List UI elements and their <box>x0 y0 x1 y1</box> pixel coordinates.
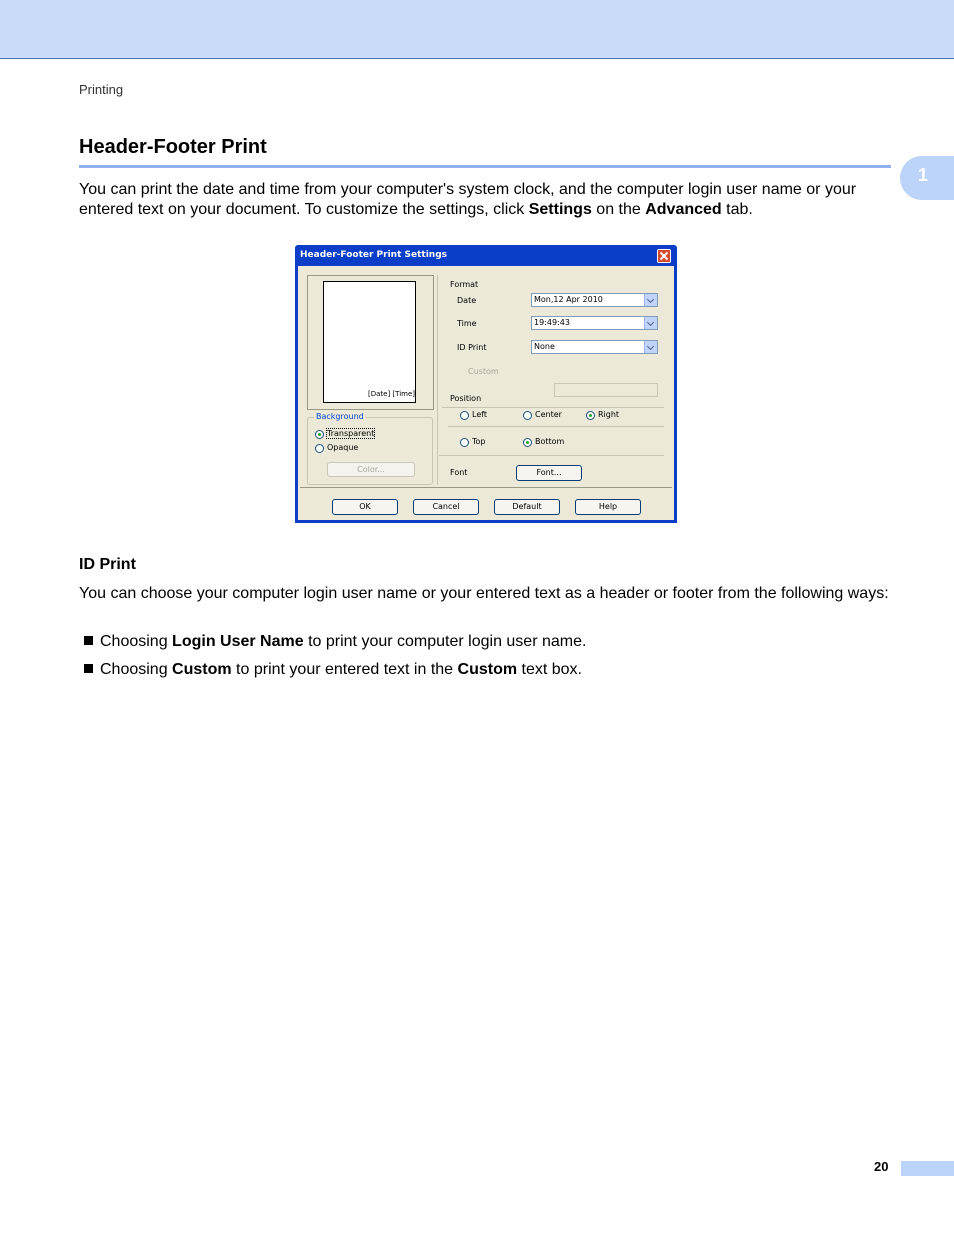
bullet-square-icon <box>84 636 93 645</box>
bullet-text: to print your entered text in the <box>231 661 458 678</box>
vertical-separator <box>437 275 438 485</box>
chapter-tab <box>900 156 954 200</box>
chevron-down-icon[interactable] <box>644 341 657 353</box>
bullet-text: Choosing <box>100 633 173 650</box>
opaque-radio[interactable] <box>315 444 324 453</box>
separator-font <box>439 455 664 456</box>
chevron-down-icon[interactable] <box>644 294 657 306</box>
bullet-text: to print your computer login user name. <box>303 633 587 650</box>
cancel-button[interactable]: Cancel <box>413 499 479 515</box>
bullet-square-icon <box>84 664 93 673</box>
intro-text-1: You can print the date and time from your computer's system clock, and the computer login user name or your entered text on your document. To customize the settings, click <box>79 181 857 218</box>
bullet-bold: Login User Name <box>172 633 304 650</box>
left-label[interactable]: Left <box>472 410 488 419</box>
bullet-bold: Custom <box>172 661 232 678</box>
bullet-bold: Custom <box>457 661 518 678</box>
bullet-text: text box. <box>517 661 582 678</box>
separator-buttons <box>300 487 672 488</box>
separator-position <box>448 426 664 427</box>
help-button[interactable]: Help <box>575 499 641 515</box>
idprint-paragraph: You can choose your computer login user name or your entered text as a header or footer from the following ways: <box>79 585 889 602</box>
right-radio[interactable] <box>586 411 595 420</box>
header-footer-settings-dialog <box>295 245 677 523</box>
intro-paragraph <box>79 180 899 220</box>
section-title: Header-Footer Print <box>79 136 267 158</box>
ok-button[interactable]: OK <box>332 499 398 515</box>
preview-frame <box>307 275 434 410</box>
dialog-title: Header-Footer Print Settings <box>300 250 448 260</box>
format-label: Format <box>450 280 479 289</box>
intro-bold-settings: Settings <box>528 201 592 218</box>
custom-label: Custom <box>468 367 499 376</box>
separator-format <box>442 407 664 408</box>
position-label: Position <box>450 394 482 403</box>
color-button[interactable]: Color... <box>327 462 415 477</box>
header-band <box>0 0 954 59</box>
chapter-number: 1 <box>918 165 929 185</box>
custom-text-input[interactable] <box>554 383 658 397</box>
intro-bold-advanced: Advanced <box>645 201 722 218</box>
bottom-label[interactable]: Bottom <box>535 437 565 446</box>
idprint-select[interactable] <box>531 340 658 354</box>
background-legend: Background <box>316 412 364 421</box>
time-select[interactable] <box>531 316 658 330</box>
font-label: Font <box>450 468 468 477</box>
background-group <box>307 412 433 485</box>
dialog-body <box>298 266 674 520</box>
date-value: Mon,12 Apr 2010 <box>534 295 603 304</box>
footer-band <box>901 1161 954 1176</box>
intro-text-2: on the <box>591 201 646 218</box>
date-select[interactable] <box>531 293 658 307</box>
idprint-heading: ID Print <box>79 556 136 573</box>
preview-page <box>323 281 416 403</box>
top-label[interactable]: Top <box>472 437 486 446</box>
font-button[interactable]: Font... <box>516 465 582 481</box>
opaque-label[interactable]: Opaque <box>327 443 359 452</box>
chevron-down-icon[interactable] <box>644 317 657 329</box>
time-label: Time <box>457 319 477 328</box>
time-value: 19:49:43 <box>534 318 570 327</box>
date-label: Date <box>457 296 477 305</box>
preview-label: [Date] [Time] <box>368 390 416 398</box>
center-label[interactable]: Center <box>535 410 562 419</box>
top-radio[interactable] <box>460 438 469 447</box>
bottom-radio[interactable] <box>523 438 532 447</box>
close-icon[interactable] <box>657 249 671 263</box>
idprint-value: None <box>534 342 555 351</box>
transparent-label[interactable]: Transparent <box>327 429 375 438</box>
idprint-label: ID Print <box>457 343 487 352</box>
intro-text-3: tab. <box>721 201 753 218</box>
bullet-text: Choosing <box>100 661 173 678</box>
bullet-item <box>84 660 582 680</box>
running-header: Printing <box>79 82 124 97</box>
transparent-radio[interactable] <box>315 430 324 439</box>
title-rule <box>79 165 891 168</box>
left-radio[interactable] <box>460 411 469 420</box>
bullet-item <box>84 632 586 652</box>
default-button[interactable]: Default <box>494 499 560 515</box>
center-radio[interactable] <box>523 411 532 420</box>
right-label[interactable]: Right <box>598 410 620 419</box>
page-number: 20 <box>874 1159 889 1174</box>
